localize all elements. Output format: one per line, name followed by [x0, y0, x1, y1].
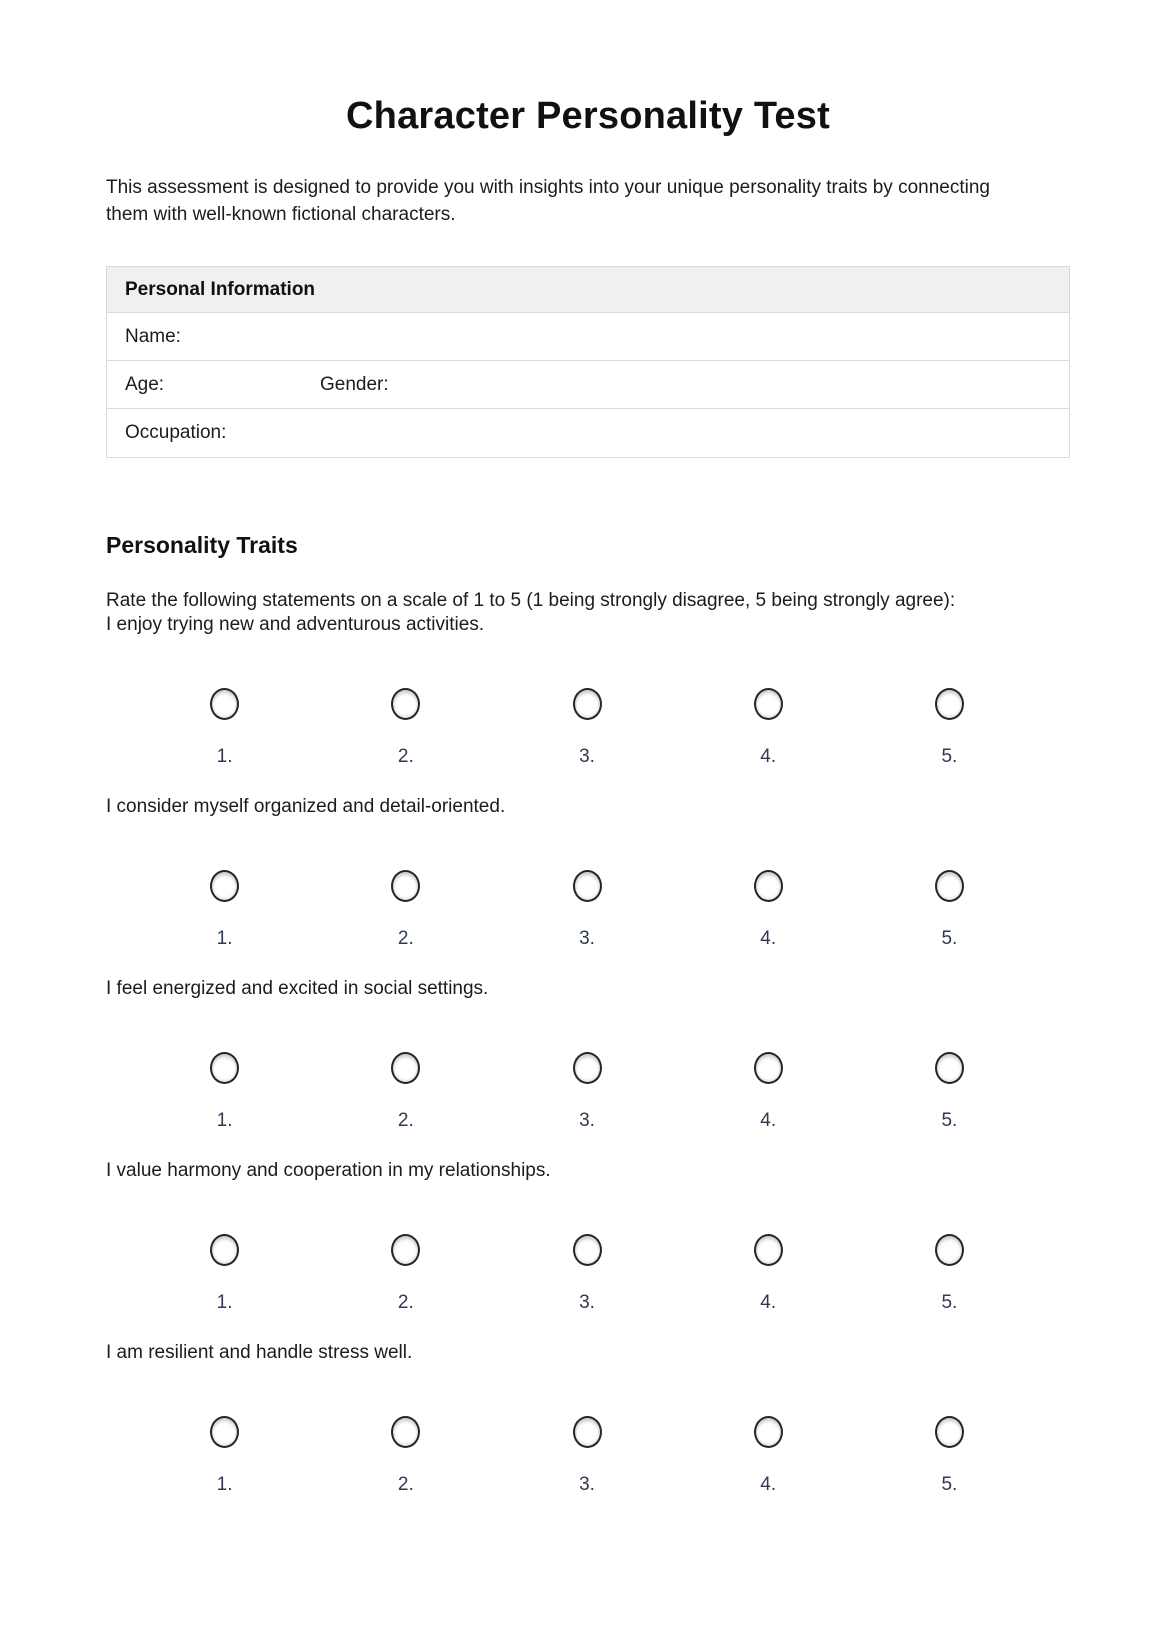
rating-scale-label: 3.: [579, 1110, 595, 1131]
radio-q3-4[interactable]: [754, 1052, 783, 1084]
rating-option: [678, 1052, 859, 1132]
rating-option: [315, 870, 496, 950]
radio-q3-2[interactable]: [391, 1052, 420, 1084]
rating-scale-label: 2.: [397, 928, 414, 949]
rating-option: [496, 1052, 677, 1132]
rating-scale-label: 3.: [579, 928, 595, 949]
rating-scale-label: 2.: [397, 1292, 414, 1313]
rating-scale-q5: [134, 1416, 1040, 1496]
rating-scale-label: 1.: [216, 1474, 233, 1495]
radio-q2-5[interactable]: [935, 870, 964, 902]
radio-q2-2[interactable]: [391, 870, 420, 902]
rating-scale-label: 4.: [760, 746, 777, 767]
radio-q1-3[interactable]: [573, 688, 602, 720]
question-block-3: [106, 978, 1070, 1132]
question-block-5: [106, 1342, 1070, 1496]
question-text-1: I enjoy trying new and adventurous activities.: [106, 614, 485, 635]
rating-option: [678, 1234, 859, 1314]
rating-option: [678, 688, 859, 768]
rating-option: [859, 688, 1040, 768]
rating-scale-label: 2.: [397, 1110, 414, 1131]
question-block-1: [106, 614, 1070, 768]
rating-option: [134, 688, 315, 768]
rating-scale-label: 3.: [579, 1292, 595, 1313]
rating-option: [859, 1416, 1040, 1496]
rating-scale-q4: [134, 1234, 1040, 1314]
rating-option: [859, 1234, 1040, 1314]
rating-scale-label: 5.: [941, 1292, 958, 1313]
radio-q1-2[interactable]: [391, 688, 420, 720]
radio-q1-4[interactable]: [754, 688, 783, 720]
question-text-2: I consider myself organized and detail-oriented.: [106, 796, 506, 817]
question-text-4: I value harmony and cooperation in my relationships.: [106, 1160, 551, 1181]
radio-q4-4[interactable]: [754, 1234, 783, 1266]
occupation-label: Occupation:: [125, 422, 227, 443]
rating-scale-label: 4.: [760, 1110, 777, 1131]
radio-q2-4[interactable]: [754, 870, 783, 902]
personal-info-header: Personal Information: [107, 267, 1069, 313]
form-page: [0, 95, 1176, 1630]
radio-q4-1[interactable]: [210, 1234, 239, 1266]
rating-scale-label: 1.: [216, 928, 233, 949]
name-label: Name:: [125, 325, 181, 347]
rating-scale-q2: [134, 870, 1040, 950]
rating-scale-label: 4.: [760, 928, 777, 949]
rating-option: [678, 870, 859, 950]
rating-instructions: Rate the following statements on a scale of 1 to 5 (1 being strongly disagree, 5 being strongly agree):: [106, 590, 956, 611]
rating-scale-label: 5.: [941, 746, 958, 767]
radio-q4-2[interactable]: [391, 1234, 420, 1266]
radio-q1-1[interactable]: [210, 688, 239, 720]
rating-scale-label: 3.: [579, 1474, 595, 1495]
rating-scale-label: 4.: [760, 1292, 777, 1313]
name-field-row[interactable]: [107, 313, 1069, 361]
radio-q5-1[interactable]: [210, 1416, 239, 1448]
rating-option: [315, 1052, 496, 1132]
occupation-field-row[interactable]: [107, 409, 1069, 457]
rating-option: [496, 688, 677, 768]
radio-q3-3[interactable]: [573, 1052, 602, 1084]
page-title: Character Personality Test: [346, 95, 830, 137]
radio-q2-1[interactable]: [210, 870, 239, 902]
question-block-4: [106, 1160, 1070, 1314]
radio-q5-4[interactable]: [754, 1416, 783, 1448]
rating-option: [859, 1052, 1040, 1132]
rating-scale-label: 2.: [397, 1474, 414, 1495]
radio-q4-3[interactable]: [573, 1234, 602, 1266]
radio-q5-2[interactable]: [391, 1416, 420, 1448]
section-heading-personality-traits: Personality Traits: [106, 532, 298, 558]
rating-option: [496, 1234, 677, 1314]
rating-scale-label: 5.: [941, 928, 958, 949]
rating-option: [496, 1416, 677, 1496]
rating-option: [859, 870, 1040, 950]
rating-option: [134, 1052, 315, 1132]
age-label: Age:: [125, 373, 165, 395]
rating-scale-label: 4.: [760, 1474, 777, 1495]
personal-info-table: [106, 266, 1070, 458]
rating-scale-q3: [134, 1052, 1040, 1132]
radio-q3-5[interactable]: [935, 1052, 964, 1084]
age-gender-field-row[interactable]: [107, 361, 1069, 409]
rating-scale-label: 1.: [216, 1292, 233, 1313]
rating-option: [315, 688, 496, 768]
rating-option: [315, 1416, 496, 1496]
radio-q2-3[interactable]: [573, 870, 602, 902]
radio-q5-3[interactable]: [573, 1416, 602, 1448]
rating-scale-label: 5.: [941, 1110, 958, 1131]
radio-q1-5[interactable]: [935, 688, 964, 720]
question-block-2: [106, 796, 1070, 950]
rating-option: [315, 1234, 496, 1314]
rating-scale-label: 1.: [216, 1110, 233, 1131]
rating-option: [134, 870, 315, 950]
rating-option: [134, 1416, 315, 1496]
rating-option: [134, 1234, 315, 1314]
rating-option: [678, 1416, 859, 1496]
rating-scale-q1: [134, 688, 1040, 768]
question-text-3: I feel energized and excited in social settings.: [106, 978, 489, 999]
gender-label: Gender:: [320, 373, 389, 395]
intro-paragraph: This assessment is designed to provide you with insights into your unique personality traits by connecting them with well-known fictional characters.: [106, 177, 990, 225]
radio-q3-1[interactable]: [210, 1052, 239, 1084]
rating-scale-label: 5.: [941, 1474, 958, 1495]
rating-option: [496, 870, 677, 950]
rating-scale-label: 3.: [579, 746, 595, 767]
rating-scale-label: 1.: [216, 746, 233, 767]
radio-q4-5[interactable]: [935, 1234, 964, 1266]
radio-q5-5[interactable]: [935, 1416, 964, 1448]
question-text-5: I am resilient and handle stress well.: [106, 1342, 413, 1363]
rating-scale-label: 2.: [397, 746, 414, 767]
